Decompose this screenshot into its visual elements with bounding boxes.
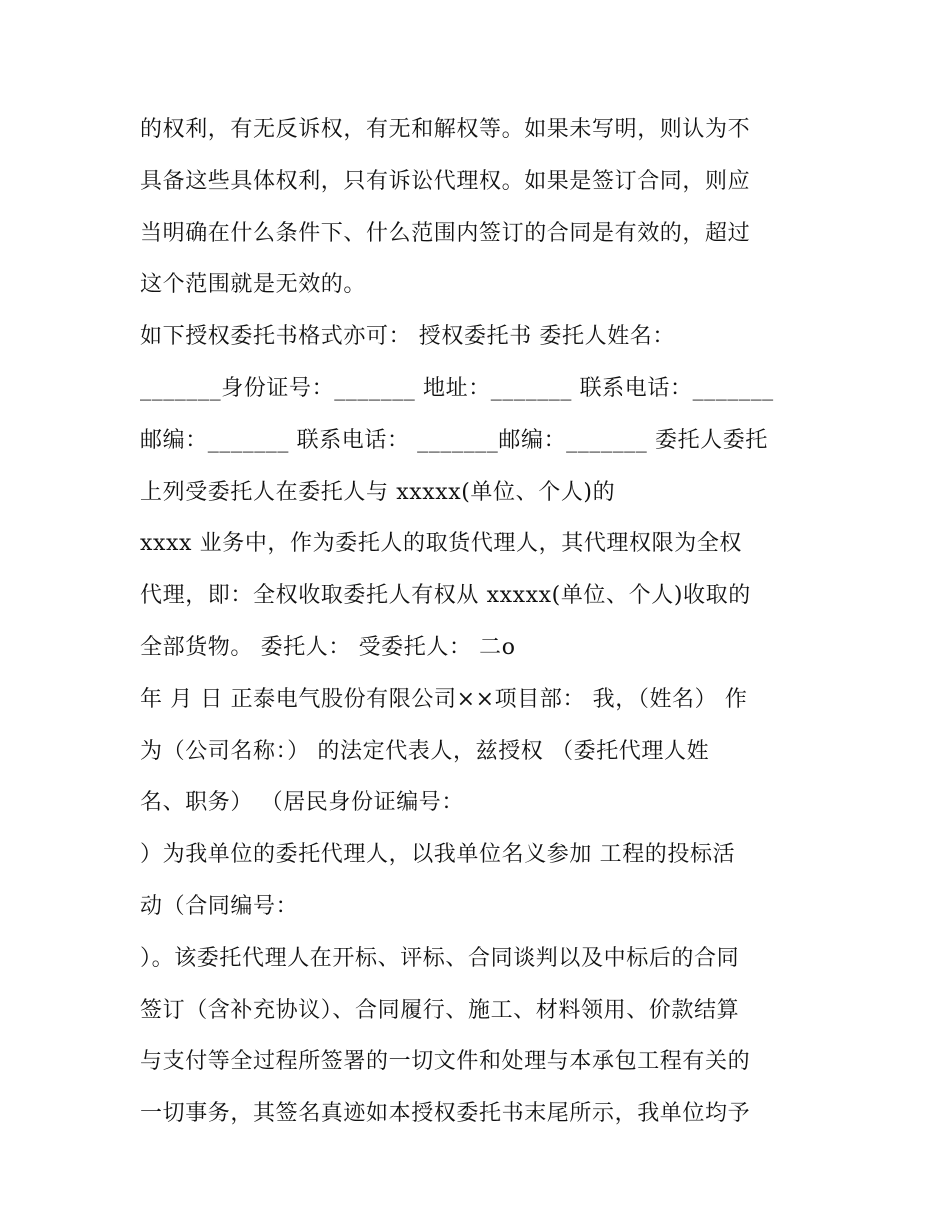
text-line: 年 月 日 正泰电气股份有限公司××项目部： 我，（姓名） 作 (140, 686, 748, 712)
text-line: ）为我单位的委托代理人，以我单位名义参加 工程的投标活 (140, 842, 736, 868)
text-line: 当明确在什么条件下、什么范围内签订的合同是有效的，超过 (140, 220, 751, 246)
text-line: 具备这些具体权利，只有诉讼代理权。如果是签订合同，则应 (140, 168, 751, 194)
text-line: 代理，即：全权收取委托人有权从 xxxxx(单位、个人)收取的 (140, 583, 751, 609)
text-line: 动（合同编号： (140, 893, 299, 919)
text-line: _______身份证号：_______ 地址：_______ 联系电话：_______ (140, 375, 774, 401)
text-line: 上列受委托人在委托人与 xxxxx(单位、个人)的 (140, 479, 616, 505)
text-line: 如下授权委托书格式亦可： 授权委托书 委托人姓名： (140, 324, 675, 350)
text-line: 邮编：_______ 联系电话： _______邮编：_______ 委托人委托 (140, 427, 768, 453)
text-line: xxxx 业务中，作为委托人的取货代理人，其代理权限为全权 (140, 531, 743, 557)
text-line: 一切事务，其签名真迹如本授权委托书末尾所示，我单位均予 (140, 1101, 751, 1127)
text-line: 与支付等全过程所签署的一切文件和处理与本承包工程有关的 (140, 1049, 751, 1075)
text-line: 全部货物。 委托人： 受委托人： 二o (140, 634, 516, 660)
document-body (140, 108, 820, 1144)
text-line: 的权利，有无反诉权，有无和解权等。如果未写明，则认为不 (140, 117, 751, 142)
text-line: 名、职务） （居民身份证编号： (140, 790, 464, 816)
text-line: 签订（含补充协议）、合同履行、施工、材料领用、价款结算 (140, 997, 740, 1023)
text-line: ）。该委托代理人在开标、评标、合同谈判以及中标后的合同 (140, 945, 740, 971)
text-line: 这个范围就是无效的。 (140, 272, 367, 298)
text-line: 为（公司名称：） 的法定代表人，兹授权 （委托代理人姓 (140, 738, 710, 764)
